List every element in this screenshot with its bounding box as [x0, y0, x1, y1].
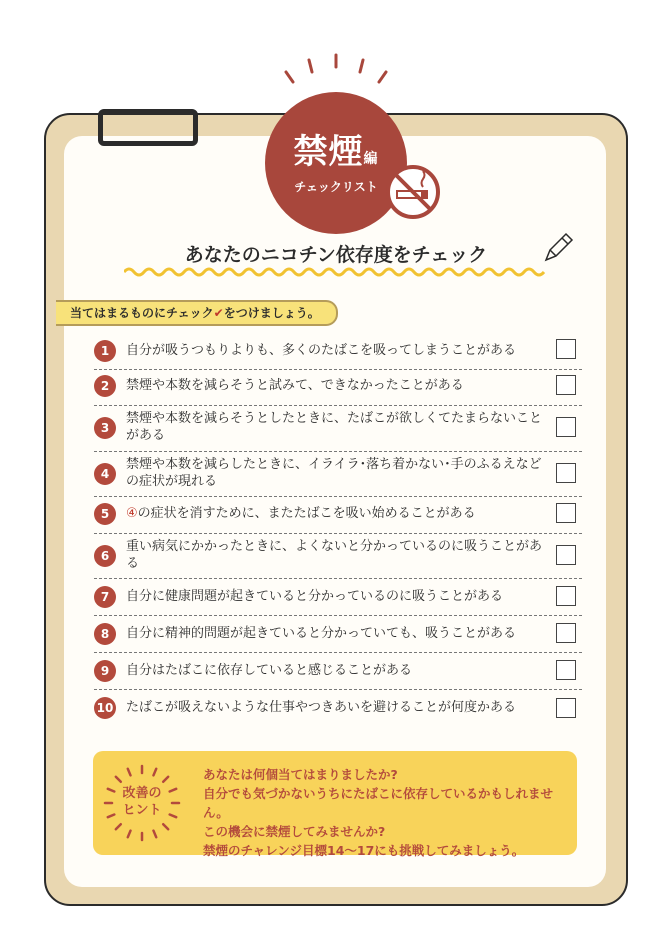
item-number: 5	[94, 503, 116, 525]
instruction-banner	[56, 300, 338, 326]
item-text: 重い病気にかかったときに、よくないと分かっているのに吸うことがある	[126, 539, 543, 571]
checkbox-icon[interactable]	[556, 503, 576, 523]
badge-title-main: 禁煙	[293, 132, 364, 172]
item-text: 自分に健康問題が起きていると分かっているのに吸うことがある	[126, 589, 504, 604]
item-number: 6	[94, 545, 116, 567]
instruction-text: 当てはまるものにチェック	[70, 306, 214, 320]
item-number: 3	[94, 417, 116, 439]
item-text: 禁煙や本数を減らそうとしたときに、たばこが欲しくてたまらないことがある	[126, 411, 543, 443]
checkbox-icon[interactable]	[556, 545, 576, 565]
page-heading: あなたのニコチン依存度をチェック	[184, 244, 488, 266]
checklist-item	[94, 689, 582, 727]
checklist-item	[94, 334, 582, 370]
hint-label	[111, 785, 173, 819]
checkbox-icon[interactable]	[556, 417, 576, 437]
checklist-item	[94, 405, 582, 452]
item-number: 8	[94, 623, 116, 645]
item-text: たばこが吸えないような仕事やつきあいを避けることが何度かある	[126, 700, 517, 715]
item-reference: ④	[126, 506, 138, 521]
item-number: 9	[94, 660, 116, 682]
item-text: 禁煙や本数を減らしたときに、イライラ･落ち着かない･手のふるえなどの症状が現れる	[126, 457, 542, 489]
badge-subtitle: チェックリスト	[294, 180, 378, 194]
checkbox-icon[interactable]	[556, 463, 576, 483]
checklist-item	[94, 652, 582, 690]
hint-burst-ray	[116, 777, 121, 782]
checkbox-icon[interactable]	[556, 623, 576, 643]
hint-burst-ray	[163, 777, 168, 782]
checkbox-icon[interactable]	[556, 660, 576, 680]
checkbox-icon[interactable]	[556, 375, 576, 395]
hint-burst-ray	[116, 824, 121, 829]
checklist-item	[94, 533, 582, 579]
item-text-body: の症状を消すために、またたばこを吸い始めることがある	[137, 506, 476, 521]
checklist-item	[94, 451, 582, 497]
item-text: 禁煙や本数を減らそうと試みて、できなかったことがある	[126, 378, 464, 393]
checklist-item	[94, 615, 582, 653]
item-text: 自分はたばこに依存していると感じることがある	[126, 663, 413, 678]
item-number: 7	[94, 586, 116, 608]
hint-line: 禁煙のチャレンジ目標14～17にも挑戦してみましょう。	[203, 843, 525, 858]
item-number: 4	[94, 463, 116, 485]
no-smoking-icon	[385, 164, 441, 220]
hint-line: この機会に禁煙してみませんか?	[203, 824, 386, 839]
checklist-item	[94, 496, 582, 534]
checkbox-icon[interactable]	[556, 339, 576, 359]
hint-label-line1: 改善の	[122, 786, 162, 801]
check-mark-icon: ✔	[213, 306, 224, 320]
item-number: 1	[94, 340, 116, 362]
item-text	[126, 505, 542, 522]
item-number: 2	[94, 375, 116, 397]
pencil-icon	[540, 230, 576, 266]
hint-burst-ray	[163, 824, 168, 829]
checklist-item	[94, 578, 582, 616]
hint-burst-ray	[128, 769, 131, 776]
hint-burst-ray	[154, 769, 157, 776]
hint-box	[93, 751, 577, 858]
hint-line: 自分でも気づかないうちにたばこに依存しているかもしれません。	[203, 786, 554, 820]
hint-text	[203, 765, 577, 860]
hint-line: あなたは何個当てはまりましたか?	[203, 767, 398, 782]
item-text: 自分に精神的問題が起きていると分かっていても、吸うことがある	[126, 626, 517, 641]
hint-label-line2: ヒント	[122, 803, 162, 818]
item-number: 10	[94, 697, 116, 719]
checkbox-icon[interactable]	[556, 698, 576, 718]
hint-burst-ray	[154, 831, 157, 838]
instruction-text-end: をつけましょう。	[223, 306, 320, 320]
badge-title-suffix: 編	[363, 151, 379, 167]
clipboard-clip	[98, 109, 198, 146]
checklist-item	[94, 369, 582, 406]
checkbox-icon[interactable]	[556, 586, 576, 606]
item-text: 自分が吸うつもりよりも、多くのたばこを吸ってしまうことがある	[126, 343, 517, 358]
wavy-underline	[124, 265, 546, 279]
hint-burst-ray	[128, 831, 131, 838]
